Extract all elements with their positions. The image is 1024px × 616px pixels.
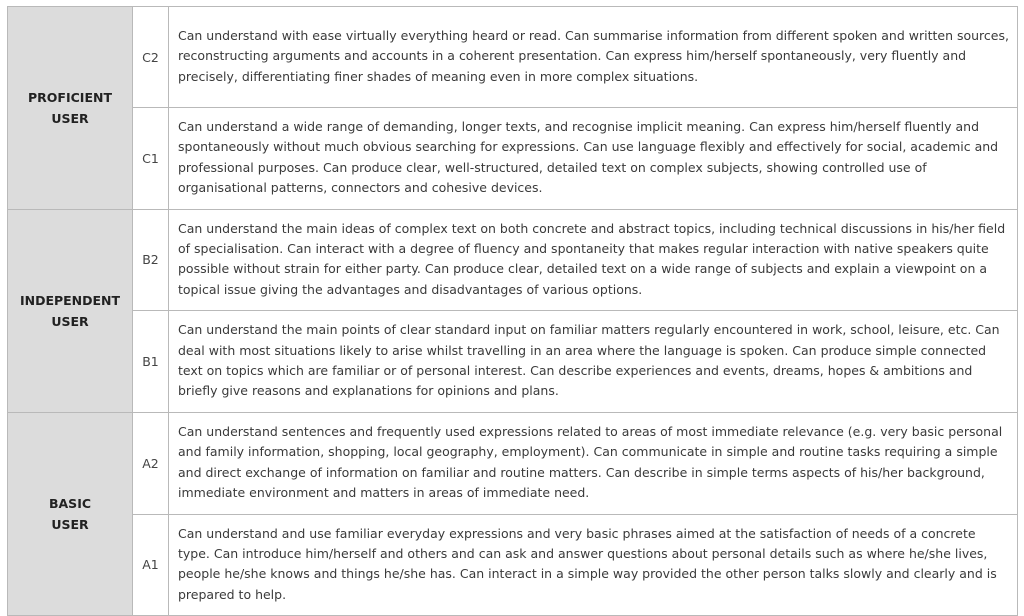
group-name: INDEPENDENT USER [19, 292, 121, 329]
level-description: Can understand with ease virtually everything heard or read. Can summarise information from different spoken and written sources, reconstructing arguments and accounts in a coherent presentation. Can express him/herself spontaneously, very fluently and precisely, differentiating finer shades of meaning even in more complex situations. [169, 7, 1018, 108]
level-description: Can understand the main points of clear standard input on familiar matters regularly encountered in work, school, leisure, etc. Can deal with most situations likely to arise whilst travelling in an area where the language is spoken. Can produce simple connected text on topics which are familiar or of personal interest. Can describe experiences and events, dreams, hopes & ambitions and briefly give reasons and explanations for opinions and plans. [169, 311, 1018, 413]
level-code: A1 [133, 514, 169, 616]
level-code: B2 [133, 209, 169, 311]
group-label [8, 7, 133, 210]
level-description: Can understand and use familiar everyday expressions and very basic phrases aimed at the satisfaction of needs of a concrete type. Can introduce him/herself and others and can ask and answer questions about personal details such as where he/she lives, people he/she knows and things he/she has. Can interact in a simple way provided the other person talks slowly and clearly and is prepared to help. [169, 514, 1018, 616]
table-row [8, 311, 1018, 413]
level-code: C2 [133, 7, 169, 108]
group-name: BASIC USER [48, 496, 92, 532]
group-name: PROFICIENT USER [28, 89, 112, 126]
level-code: A2 [133, 412, 169, 514]
group-label [8, 412, 133, 615]
table-row [8, 108, 1018, 210]
table-row [8, 412, 1018, 514]
table-row [8, 7, 1018, 108]
level-description: Can understand a wide range of demanding, longer texts, and recognise implicit meaning. Can express him/herself fluently and spontaneously without much obvious searching for expressions. Can use language flexibly and effectively for social, academic and professional purposes. Can produce clear, well-structured, detailed text on complex subjects, showing controlled use of organisational patterns, connectors and cohesive devices. [169, 108, 1018, 210]
cefr-levels-table [7, 6, 1018, 616]
level-description: Can understand the main ideas of complex text on both concrete and abstract topics, including technical discussions in his/her field of specialisation. Can interact with a degree of fluency and spontaneity that makes regular interaction with native speakers quite possible without strain for either party. Can produce clear, detailed text on a wide range of subjects and explain a viewpoint on a topical issue giving the advantages and disadvantages of various options. [169, 209, 1018, 311]
level-description: Can understand sentences and frequently used expressions related to areas of most immediate relevance (e.g. very basic personal and family information, shopping, local geography, employment). Can communicate in simple and routine tasks requiring a simple and direct exchange of information on familiar and routine matters. Can describe in simple terms aspects of his/her background, immediate environment and matters in areas of immediate need. [169, 412, 1018, 514]
level-code: B1 [133, 311, 169, 413]
group-label [8, 209, 133, 412]
table-row [8, 209, 1018, 311]
cefr-table-container [7, 6, 1018, 616]
table-row [8, 514, 1018, 616]
level-code: C1 [133, 108, 169, 210]
